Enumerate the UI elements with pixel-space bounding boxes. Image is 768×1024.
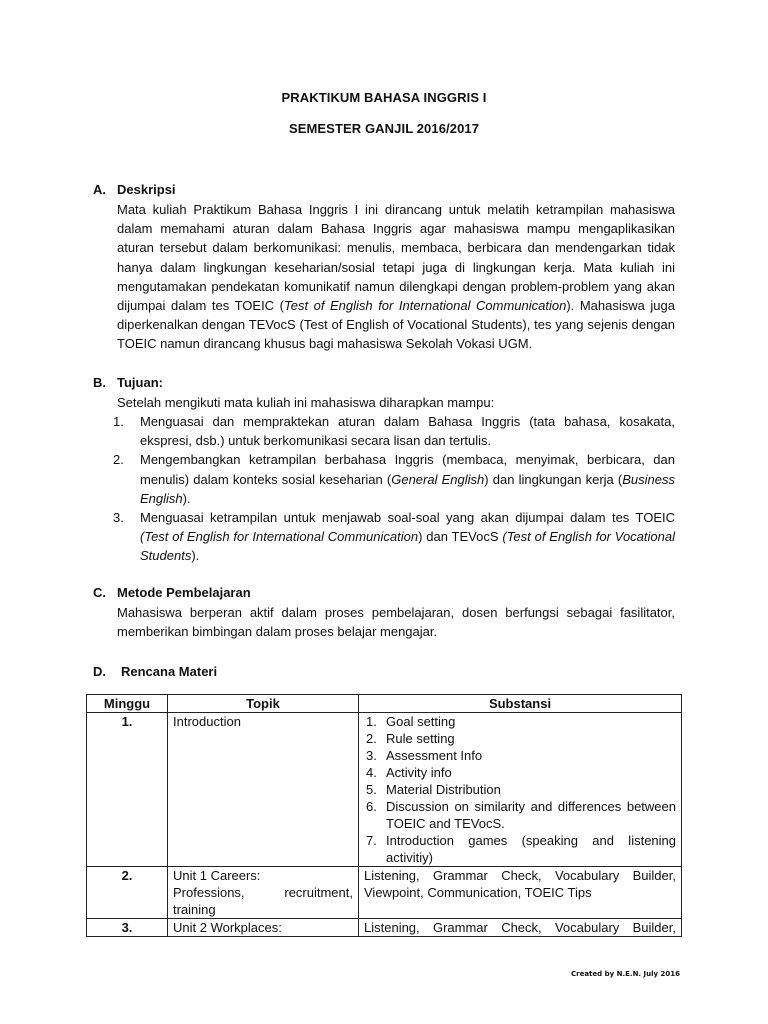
list-item-text: Introduction games (speaking and listening activitiy) (386, 833, 676, 865)
topic-cell: Unit 2 Workplaces: (168, 919, 359, 937)
list-item (364, 798, 676, 832)
list-item (364, 713, 676, 730)
list-item-italic: Business English (140, 471, 676, 506)
topic-line (173, 884, 353, 901)
course-plan-table (86, 694, 682, 937)
list-item (364, 832, 676, 866)
topic-line: training (173, 902, 216, 917)
list-item-number: 1. (366, 714, 377, 729)
list-item-number: 4. (366, 765, 377, 780)
list-item-text: Discussion on similarity and differences between TOEIC and TEVocS. (386, 799, 676, 831)
week-cell: 2. (87, 867, 168, 919)
section-a-text: Mata kuliah Praktikum Bahasa Inggris I ini dirancang untuk melatih ketrampilan mahasiswa dalam memahami aturan dalam Bahasa Inggris agar mahasiswa mampu mengaplikasikan aturan tersebut dalam berkomunikasi: menulis, membaca, berbicara dan mendengarkan tidak hanya dalam lingkungan keseharian/sosial tetapi juga di lingkungan kerja. Mata kuliah ini mengutamakan pendekatan komunikatif namun dilengkapi dengan problem-problem yang akan dijumpai dalam tes TOEIC ( (117, 202, 675, 314)
document-title: PRAKTIKUM BAHASA INGGRIS I (281, 90, 487, 105)
list-item-number: 2. (113, 452, 124, 468)
section-c-heading (93, 585, 251, 600)
list-item-number: 2. (366, 731, 377, 746)
section-a-paragraph (117, 200, 675, 354)
section-d-heading (93, 664, 217, 679)
topic-word: recruitment, (284, 885, 353, 900)
list-item-text: ). (182, 490, 191, 506)
list-item-italic: (Test of English for International Communication (140, 529, 419, 545)
list-item-text: ). (191, 548, 200, 564)
list-item-text: Mengembangkan ketrampilan berbahasa Inggris (membaca, menyimak, berbicara, dan menulis) dalam konteks sosial keseharian ( (140, 452, 675, 487)
list-item-italic: General English (391, 471, 485, 487)
list-item (364, 764, 676, 781)
objectives-list (113, 412, 675, 566)
list-item (113, 508, 675, 566)
list-item-text: Rule setting (386, 731, 455, 746)
table-row (87, 867, 682, 919)
section-a-text-end: ). Mahasiswa juga diperkenalkan dengan TEVocS (Test of English of Vocational Students), tes yang sejenis dengan TOEIC namun dirancang khusus bagi mahasiswa Sekolah Vokasi UGM. (117, 298, 675, 352)
list-item-text: Menguasai dan mempraktekan aturan dalam Bahasa Inggris (tata bahasa, kosakata, ekspresi, dsb.) untuk berkomunikasi secara lisan dan tertulis. (140, 414, 675, 449)
list-item-text: Activity info (386, 765, 452, 780)
list-item-number: 3. (113, 510, 124, 526)
table-header-row (87, 695, 682, 713)
topic-cell: Introduction (168, 713, 359, 867)
section-a-italic: Test of English for International Communication (283, 298, 567, 314)
substance-list (364, 713, 676, 866)
section-d-letter: D. (93, 664, 106, 679)
list-item (364, 730, 676, 747)
list-item-text: Menguasai ketrampilan untuk menjawab soal-soal yang akan dijumpai dalam tes TOEIC (140, 510, 675, 526)
list-item (113, 450, 675, 508)
document-subtitle: SEMESTER GANJIL 2016/2017 (288, 121, 480, 136)
footer-credit: Created by N.E.N. July 2016 (571, 970, 680, 978)
column-header-substance: Substansi (359, 695, 682, 713)
column-header-week: Minggu (87, 695, 168, 713)
list-item (364, 747, 676, 764)
column-header-topic: Topik (168, 695, 359, 713)
section-d-title: Rencana Materi (121, 664, 218, 679)
list-item-text: Assessment Info (386, 748, 483, 763)
list-item-number: 7. (366, 833, 377, 848)
section-c-paragraph: Mahasiswa berperan aktif dalam proses pembelajaran, dosen berfungsi sebagai fasilitator, memberikan bimbingan dalam proses belajar mengajar. (117, 605, 675, 640)
topic-word: Professions, (173, 885, 245, 900)
topic-cell (168, 867, 359, 919)
week-cell: 1. (87, 713, 168, 867)
list-item-number: 5. (366, 782, 377, 797)
list-item-number: 3. (366, 748, 377, 763)
list-item-italic: (Test of English for Vocational Students (140, 529, 675, 564)
section-a-title: Deskripsi (117, 182, 176, 197)
substance-cell: Listening, Grammar Check, Vocabulary Builder, Viewpoint, Communication, TOEIC Tips (359, 867, 682, 919)
list-item (364, 781, 676, 798)
list-item-text: Goal setting (386, 714, 456, 729)
list-item-text: ) dan lingkungan kerja ( (484, 471, 623, 487)
section-b-title: Tujuan: (117, 375, 163, 390)
list-item (113, 412, 675, 450)
substance-cell (359, 713, 682, 867)
list-item-text: ) dan TEVocS (418, 529, 503, 545)
section-c-letter: C. (93, 585, 106, 600)
table-row (87, 919, 682, 937)
section-c-title: Metode Pembelajaran (117, 585, 251, 600)
section-b-letter: B. (93, 375, 106, 390)
section-b-intro: Setelah mengikuti mata kuliah ini mahasiswa diharapkan mampu: (117, 395, 495, 410)
substance-cell: Listening, Grammar Check, Vocabulary Builder, (359, 919, 682, 937)
list-item-number: 1. (113, 414, 124, 429)
list-item-number: 6. (366, 799, 377, 814)
section-a-heading (93, 182, 176, 197)
section-a-letter: A. (93, 182, 106, 197)
week-cell: 3. (87, 919, 168, 937)
section-b-heading (93, 375, 163, 390)
list-item-text: Material Distribution (386, 782, 501, 797)
topic-line: Unit 1 Careers: (173, 868, 261, 883)
table-row (87, 713, 682, 867)
